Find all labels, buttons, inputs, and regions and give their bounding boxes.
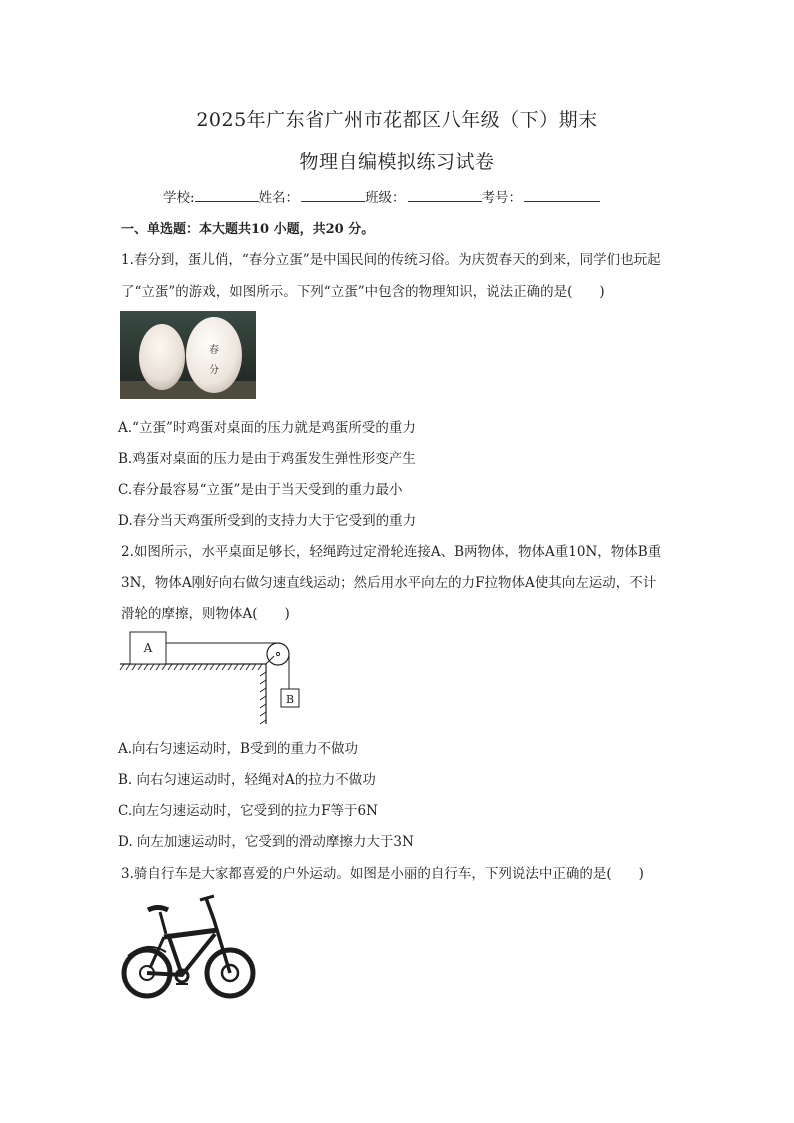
name-blank xyxy=(301,189,365,202)
number-label: 考号： xyxy=(481,190,523,206)
q2-option-b: B. 向右匀速运动时，轻绳对A的拉力不做功 xyxy=(118,772,376,788)
left-egg xyxy=(139,324,185,390)
q1-option-a: A.“立蛋”时鸡蛋对桌面的压力就是鸡蛋所受的重力 xyxy=(118,420,416,436)
number-blank xyxy=(524,189,600,202)
q1-stem-line2: 了“立蛋”的游戏，如图所示。下列“立蛋”中包含的物理知识，说法正确的是( ) xyxy=(121,284,605,300)
q3-stem-line1: 3.骑自行车是大家都喜爱的户外运动。如图是小丽的自行车，下列说法中正确的是( ) xyxy=(121,866,644,882)
school-label: 学校: xyxy=(163,190,195,206)
q2-stem-line3: 滑轮的摩擦，则物体A( ) xyxy=(121,606,290,622)
q2-stem-line1: 2.如图所示，水平桌面足够长，轻绳跨过定滑轮连接A、B两物体，物体A重10N，物体B重 xyxy=(121,544,662,560)
section-header: 一、单选题：本大题共10 小题，共20 分。 xyxy=(121,222,375,237)
bicycle-photo xyxy=(120,890,256,1006)
pulley-wheel xyxy=(267,643,289,665)
q2-stem-line2: 3N，物体A刚好向右做匀速直线运动；然后用水平向左的力F拉物体A使其向左运动，不计 xyxy=(121,575,657,591)
exam-title-line1: 2025年广东省广州市花都区八年级（下）期末 xyxy=(196,109,598,131)
block-a-label: A xyxy=(143,641,153,655)
class-blank xyxy=(408,189,482,202)
q2-option-c: C.向左匀速运动时，它受到的拉力F等于6N xyxy=(118,803,378,819)
egg-char-1: 春 xyxy=(209,345,219,356)
q1-stem-line1: 1.春分到，蛋儿俏，“春分立蛋”是中国民间的传统习俗。为庆贺春天的到来，同学们也玩起 xyxy=(121,252,661,268)
pulley-diagram xyxy=(118,626,308,726)
q1-option-b: B.鸡蛋对桌面的压力是由于鸡蛋发生弹性形变产生 xyxy=(118,451,416,467)
egg-char-2: 分 xyxy=(209,365,219,376)
name-label: 姓名： xyxy=(258,190,300,206)
egg-photo xyxy=(120,311,256,399)
exam-title-line2: 物理自编模拟练习试卷 xyxy=(299,151,495,173)
q2-option-a: A.向右匀速运动时，B受到的重力不做功 xyxy=(118,741,358,757)
q1-option-d: D.春分当天鸡蛋所受到的支持力大于它受到的重力 xyxy=(118,513,417,529)
school-blank xyxy=(195,189,259,202)
student-info-line xyxy=(163,186,600,206)
q2-option-d: D. 向左加速运动时，它受到的滑动摩擦力大于3N xyxy=(118,834,414,850)
block-b-label: B xyxy=(285,693,295,706)
class-label: 班级： xyxy=(365,190,406,206)
q1-option-c: C.春分最容易“立蛋”是由于当天受到的重力最小 xyxy=(118,482,403,498)
